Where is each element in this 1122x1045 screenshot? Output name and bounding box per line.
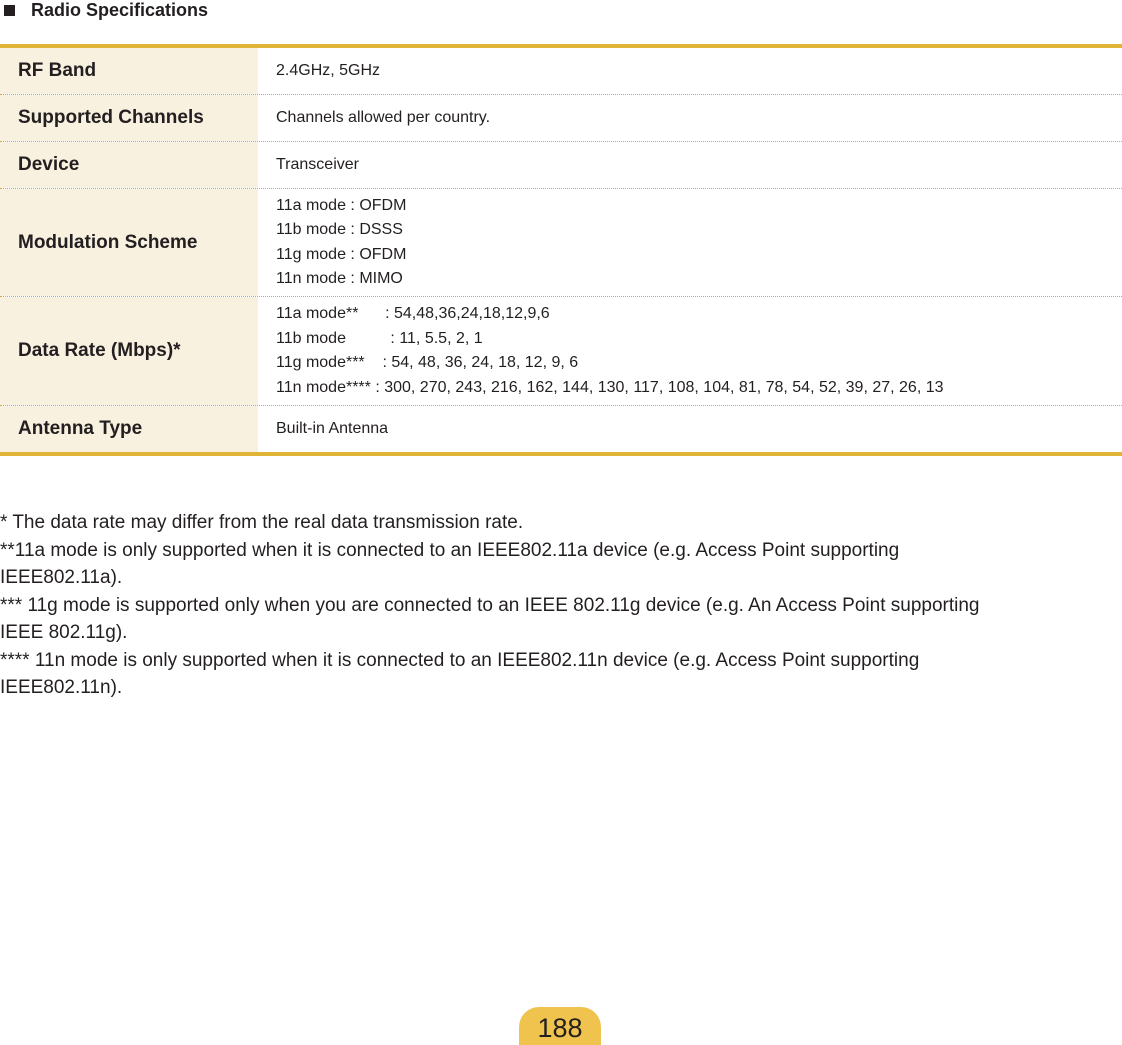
spec-row-data-rate	[0, 297, 1122, 406]
spec-label: RF Band	[0, 48, 258, 94]
spec-value-text: Transceiver	[276, 155, 359, 173]
spec-row-device	[0, 142, 1122, 189]
spec-value-text: 2.4GHz, 5GHz	[276, 61, 381, 79]
spec-value-line: 11b mode : DSSS	[276, 221, 403, 238]
spec-value-line: 11b mode : 11, 5.5, 2, 1	[276, 329, 483, 347]
footnote-line: * The data rate may differ from the real data transmission rate.	[0, 512, 524, 533]
spec-value-text: Built-in Antenna	[276, 419, 389, 437]
spec-value	[258, 142, 1122, 188]
spec-label: Device	[0, 142, 258, 188]
footnote-line: IEEE802.11a).	[0, 567, 123, 588]
footnote-line: **11a mode is only supported when it is connected to an IEEE802.11a device (e.g. Access Point supporting	[0, 539, 900, 561]
spec-label: Data Rate (Mbps)*	[0, 297, 258, 405]
footnote-line: **** 11n mode is only supported when it is connected to an IEEE802.11n device (e.g. Access Point supporting	[0, 649, 920, 671]
spec-value-line: 11a mode** : 54,48,36,24,18,12,9,6	[276, 305, 550, 322]
spec-row-rf-band	[0, 48, 1122, 95]
footnote-line: IEEE802.11n).	[0, 677, 123, 698]
spec-value	[258, 189, 1122, 296]
spec-row-antenna	[0, 406, 1122, 452]
spec-value-text: Channels allowed per country.	[276, 108, 491, 126]
spec-row-channels	[0, 95, 1122, 142]
spec-value	[258, 48, 1122, 94]
radio-spec-table	[0, 44, 1122, 456]
spec-value-line: 11g mode : OFDM	[276, 245, 407, 263]
section-title: Radio Specifications	[31, 0, 209, 20]
footnote-line: IEEE 802.11g).	[0, 622, 128, 643]
spec-label: Supported Channels	[0, 95, 258, 141]
spec-value	[258, 297, 1122, 405]
spec-label: Modulation Scheme	[0, 189, 258, 296]
spec-value-line: 11n mode : MIMO	[276, 270, 403, 287]
spec-row-modulation	[0, 189, 1122, 297]
section-heading	[2, 0, 208, 20]
footnote-line: *** 11g mode is supported only when you are connected to an IEEE 802.11g device (e.g. An Access Point supporting	[0, 594, 980, 616]
spec-value-line: 11n mode**** : 300, 270, 243, 216, 162, 144, 130, 117, 108, 104, 81, 78, 54, 52, 39, 27, 26, 13	[276, 378, 944, 396]
spec-value	[258, 406, 1122, 452]
spec-value-line: 11g mode*** : 54, 48, 36, 24, 18, 12, 9, 6	[276, 354, 579, 371]
spec-value	[258, 95, 1122, 141]
footnotes	[0, 509, 1120, 702]
spec-label: Antenna Type	[0, 406, 258, 452]
spec-value-line: 11a mode : OFDM	[276, 196, 407, 214]
square-bullet-icon	[4, 5, 15, 16]
page-number: 188	[519, 1007, 601, 1045]
